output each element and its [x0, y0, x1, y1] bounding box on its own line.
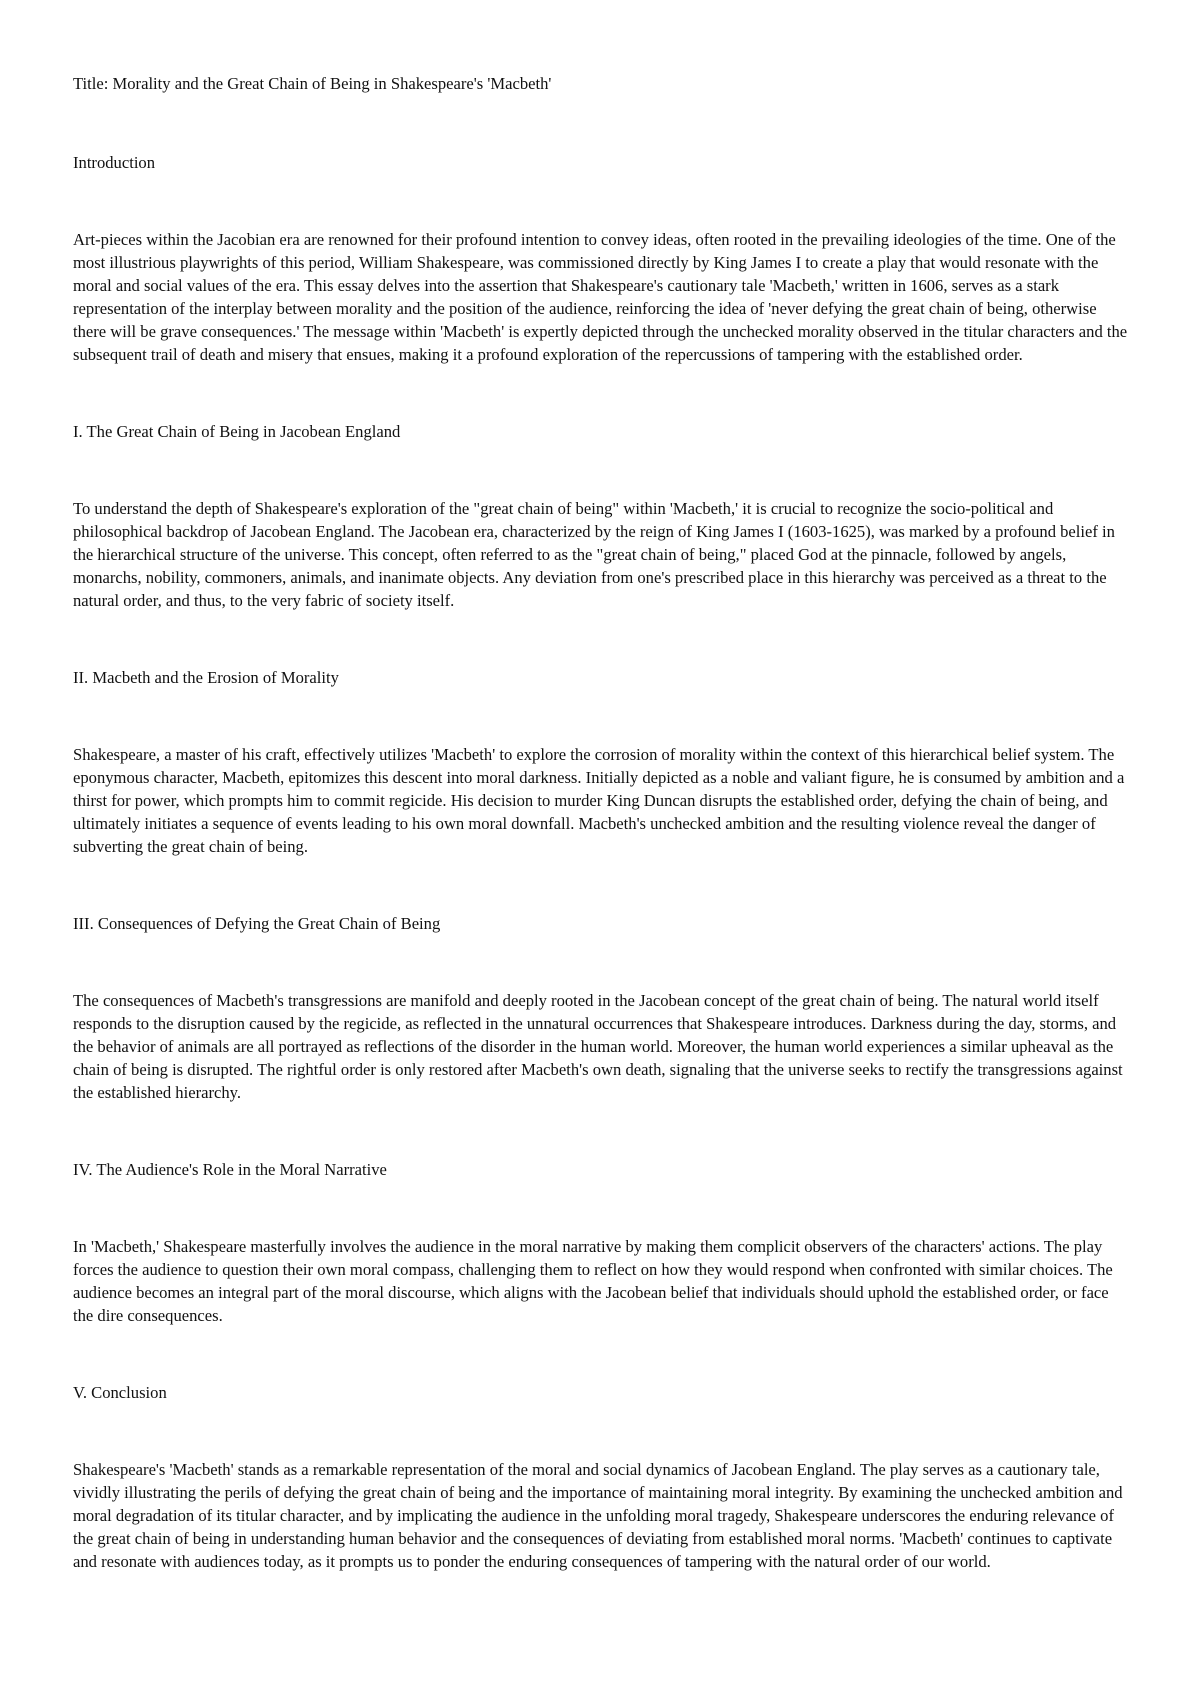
section-paragraph: Art-pieces within the Jacobian era are renowned for their profound intention to convey ideas, often rooted in the prevailing ideologies of the time. One of the most illustrious playwrights of this period, William Shakespeare, was commissioned directly by King James I to create a play that would resonate with the moral and social values of the era. This essay delves into the assertion that Shakespeare's cautionary tale 'Macbeth,' written in 1606, serves as a stark representation of the interplay between morality and the position of the audience, reinforcing the idea of 'never defying the great chain of being, otherwise there will be grave consequences.' The message within 'Macbeth' is expertly depicted through the unchecked morality observed in the titular characters and the subsequent trail of death and misery that ensues, making it a profound exploration of the repercussions of tampering with the established order.	[73, 230, 1128, 364]
section-consequences	[73, 912, 1131, 1104]
document-page	[73, 72, 1131, 1573]
section-paragraph: Shakespeare's 'Macbeth' stands as a remarkable representation of the moral and social dynamics of Jacobean England. The play serves as a cautionary tale, vividly illustrating the perils of defying the great chain of being and the importance of maintaining moral integrity. By examining the unchecked ambition and moral degradation of its titular character, and by implicating the audience in the unfolding moral tragedy, Shakespeare underscores the enduring relevance of the great chain of being in understanding human behavior and the consequences of deviating from established moral norms. 'Macbeth' continues to captivate and resonate with audiences today, as it prompts us to ponder the enduring consequences of tampering with the natural order of our world.	[73, 1460, 1123, 1571]
section-heading: I. The Great Chain of Being in Jacobean England	[73, 422, 401, 441]
section-heading: II. Macbeth and the Erosion of Morality	[73, 668, 339, 687]
section-paragraph: The consequences of Macbeth's transgressions are manifold and deeply rooted in the Jacobean concept of the great chain of being. The natural world itself responds to the disruption caused by the regicide, as reflected in the unnatural occurrences that Shakespeare introduces. Darkness during the day, storms, and the behavior of animals are all portrayed as reflections of the disorder in the human world. Moreover, the human world experiences a similar upheaval as the chain of being is disrupted. The rightful order is only restored after Macbeth's own death, signaling that the universe seeks to rectify the transgressions against the established hierarchy.	[73, 991, 1123, 1102]
document-title: Title: Morality and the Great Chain of Being in Shakespeare's 'Macbeth'	[73, 74, 552, 93]
section-paragraph: Shakespeare, a master of his craft, effectively utilizes 'Macbeth' to explore the corrosion of morality within the context of this hierarchical belief system. The eponymous character, Macbeth, epitomizes this descent into moral darkness. Initially depicted as a noble and valiant figure, he is consumed by ambition and a thirst for power, which prompts him to commit regicide. His decision to murder King Duncan disrupts the established order, defying the chain of being, and ultimately initiates a sequence of events leading to his own moral downfall. Macbeth's unchecked ambition and the resulting violence reveal the danger of subverting the great chain of being.	[73, 745, 1125, 856]
section-erosion-of-morality	[73, 666, 1131, 858]
section-paragraph: In 'Macbeth,' Shakespeare masterfully involves the audience in the moral narrative by making them complicit observers of the characters' actions. The play forces the audience to question their own moral compass, challenging them to reflect on how they would respond when confronted with similar choices. The audience becomes an integral part of the moral discourse, which aligns with the Jacobean belief that individuals should uphold the established order, or face the dire consequences.	[73, 1237, 1113, 1325]
section-great-chain	[73, 420, 1131, 612]
section-heading: V. Conclusion	[73, 1383, 167, 1402]
section-heading: Introduction	[73, 153, 156, 172]
section-heading: IV. The Audience's Role in the Moral Narrative	[73, 1160, 387, 1179]
section-paragraph: To understand the depth of Shakespeare's exploration of the "great chain of being" within 'Macbeth,' it is crucial to recognize the socio-political and philosophical backdrop of Jacobean England. The Jacobean era, characterized by the reign of King James I (1603-1625), was marked by a profound belief in the hierarchical structure of the universe. This concept, often referred to as the "great chain of being," placed God at the pinnacle, followed by angels, monarchs, nobility, commoners, animals, and inanimate objects. Any deviation from one's prescribed place in this hierarchy was perceived as a threat to the natural order, and thus, to the very fabric of society itself.	[73, 499, 1115, 610]
section-introduction	[73, 151, 1131, 366]
section-conclusion	[73, 1381, 1131, 1573]
section-heading: III. Consequences of Defying the Great Chain of Being	[73, 914, 441, 933]
section-audience-role	[73, 1158, 1131, 1327]
